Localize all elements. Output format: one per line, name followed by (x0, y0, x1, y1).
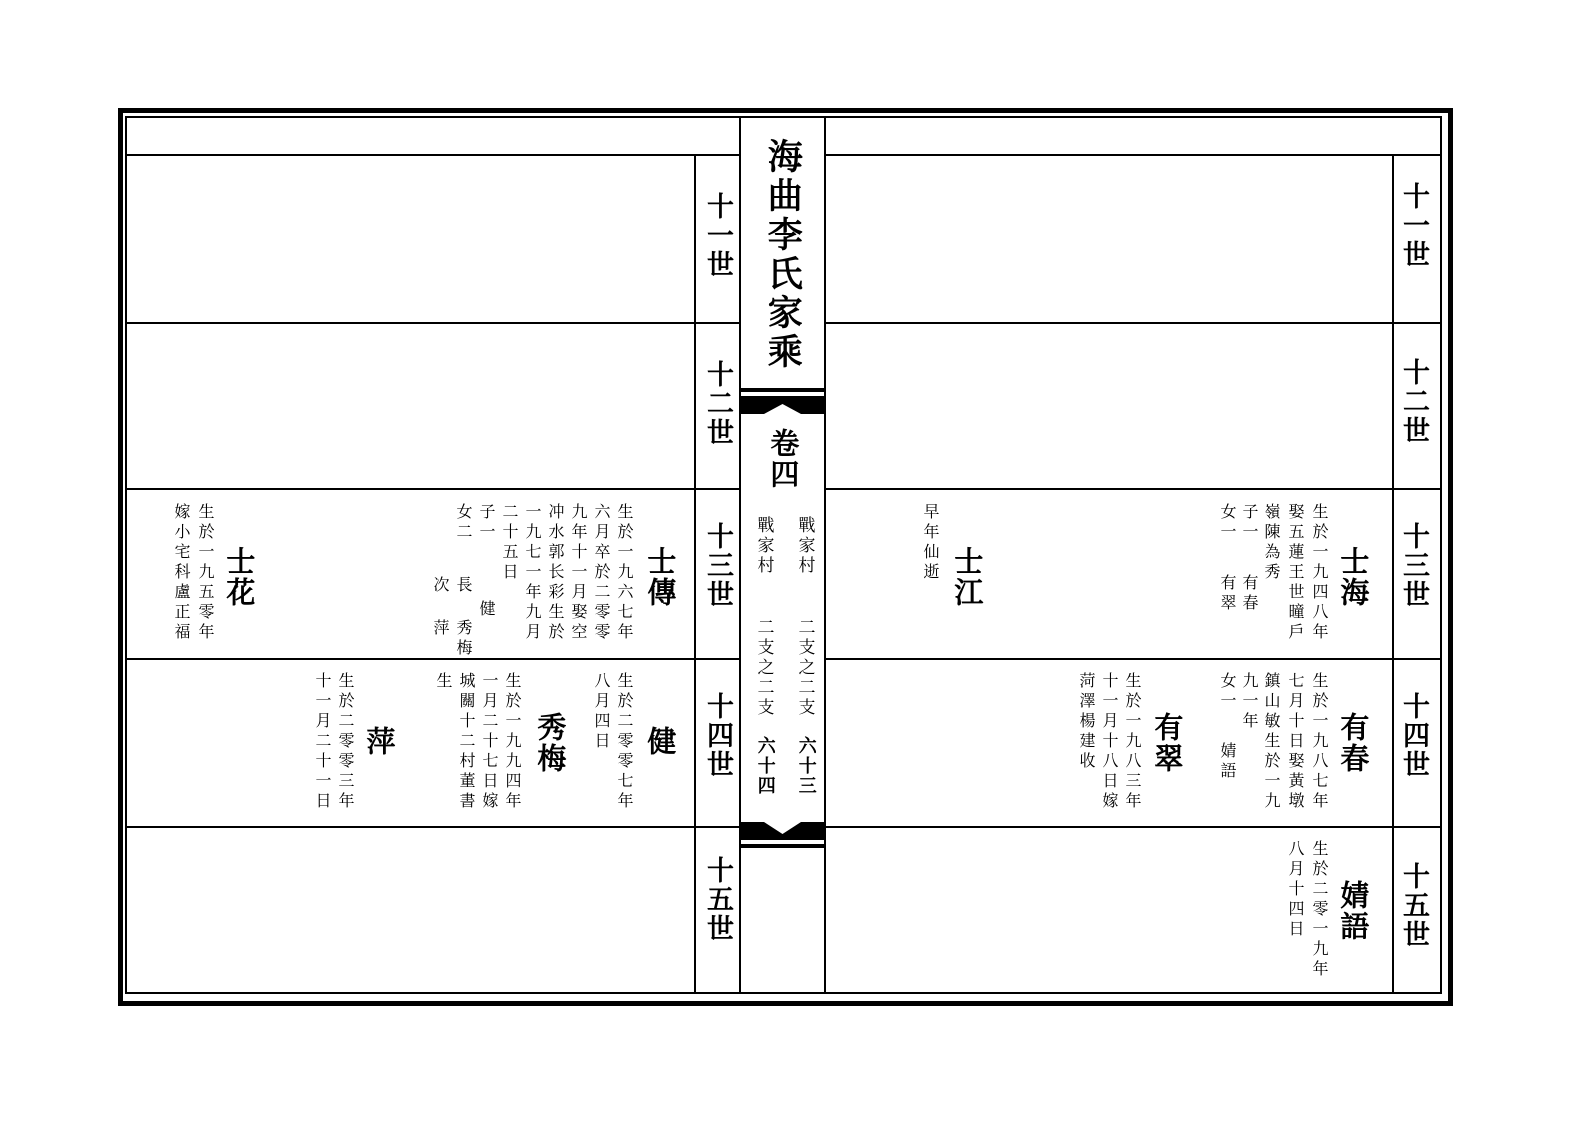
person-note: 一九七一年九月 (523, 503, 542, 643)
children-count: 女一 (1218, 672, 1237, 712)
page-number-right: 六十三 (795, 736, 817, 796)
person-name-shihai: 士海 (1336, 546, 1371, 608)
row-divider (127, 488, 739, 490)
spine-left-line (739, 116, 741, 994)
gen-label-14: 十四世 (702, 692, 734, 779)
children-count: 女二 (454, 503, 473, 543)
spine-right-line (824, 116, 826, 994)
person-note: 九一年 (1240, 672, 1259, 732)
gen-label-12: 十二世 (702, 360, 734, 447)
person-name-youcui: 有翠 (1150, 712, 1185, 774)
gen-label-15: 十五世 (1398, 862, 1430, 949)
child-name: 次 萍 (431, 576, 450, 639)
row-divider (826, 154, 1440, 156)
children-count: 子一 (477, 503, 496, 543)
person-note: 生於二零零七年 (615, 672, 634, 812)
child-name: 有翠 (1218, 574, 1237, 614)
row-divider (127, 826, 739, 828)
person-name-youchun: 有春 (1336, 712, 1371, 774)
person-note: 早年仙逝 (921, 503, 940, 583)
children-count: 女一 (1218, 503, 1237, 543)
page-number-left: 六十四 (754, 736, 776, 796)
row-divider (127, 322, 739, 324)
children-count: 子一 (1240, 503, 1259, 543)
gen-column-divider (694, 154, 696, 994)
spine-fishtail-top (741, 388, 824, 418)
volume-label: 卷四 (766, 428, 801, 490)
person-note: 十一月二十一日 (313, 672, 332, 812)
book-title: 海曲李氏家乘 (762, 138, 804, 372)
gen-label-14: 十四世 (1398, 692, 1430, 779)
person-note: 生於二零一九年 (1310, 840, 1329, 980)
gen-label-13: 十三世 (1398, 522, 1430, 609)
person-note: 生於一九四八年 (1310, 503, 1329, 643)
gen-label-13: 十三世 (702, 522, 734, 609)
person-note: 生於二零零三年 (336, 672, 355, 812)
person-note: 嶺陳為秀 (1262, 503, 1281, 583)
person-note: 二十五日 (500, 503, 519, 583)
spine-place-left: 戰家村 (753, 516, 774, 576)
child-name: 有春 (1240, 574, 1259, 614)
spine-branch-right: 二支之二支 (794, 618, 815, 718)
person-note: 娶五蓮王世曈戶 (1286, 503, 1305, 643)
gen-column-divider (1392, 154, 1394, 994)
person-note: 冲水郭长彩生於 (546, 503, 565, 643)
spine-fishtail-bottom (741, 822, 824, 850)
person-note: 生 (434, 672, 453, 692)
person-note: 生於一九六七年 (615, 503, 634, 643)
person-name-ping: 萍 (362, 726, 397, 757)
gen-label-11: 十一世 (702, 192, 734, 279)
person-name-shihua: 士花 (222, 546, 257, 608)
child-name: 婧語 (1218, 742, 1237, 782)
row-divider (127, 154, 739, 156)
person-name-jingyu: 婧語 (1336, 880, 1371, 942)
person-note: 八月四日 (592, 672, 611, 752)
person-note: 八月十四日 (1286, 840, 1305, 940)
person-note: 鎮山敏生於一九 (1262, 672, 1281, 812)
person-name-shichuan: 士傳 (643, 546, 678, 608)
person-note: 七月十日娶黃墩 (1286, 672, 1305, 812)
person-note: 生於一九九四年 (503, 672, 522, 812)
person-note: 九年十一月娶空 (569, 503, 588, 643)
person-name-shijiang: 士江 (950, 546, 985, 608)
row-divider (826, 488, 1440, 490)
child-name: 健 (477, 600, 496, 620)
person-note: 六月卒於二零零 (592, 503, 611, 643)
person-note: 十一月十八日嫁 (1100, 672, 1119, 812)
person-note: 嫁小宅科盧正福 (172, 503, 191, 643)
person-name-jian: 健 (643, 726, 678, 757)
person-note: 生於一九八三年 (1123, 672, 1142, 812)
child-name: 長 秀梅 (454, 576, 473, 659)
row-divider (826, 826, 1440, 828)
spine-place-right: 戰家村 (794, 516, 815, 576)
person-note: 一月二十七日嫁 (480, 672, 499, 812)
person-note: 菏澤楊建收 (1077, 672, 1096, 772)
row-divider (127, 658, 739, 660)
person-note: 生於一九八七年 (1310, 672, 1329, 812)
gen-label-15: 十五世 (702, 856, 734, 943)
person-name-xiumei: 秀梅 (533, 712, 568, 774)
gen-label-12: 十二世 (1398, 358, 1430, 445)
spine-branch-left: 二支之二支 (753, 618, 774, 718)
row-divider (826, 322, 1440, 324)
row-divider (826, 658, 1440, 660)
person-note: 生於一九五零年 (196, 503, 215, 643)
gen-label-11: 十一世 (1398, 182, 1430, 269)
person-note: 城關十二村董書 (457, 672, 476, 812)
